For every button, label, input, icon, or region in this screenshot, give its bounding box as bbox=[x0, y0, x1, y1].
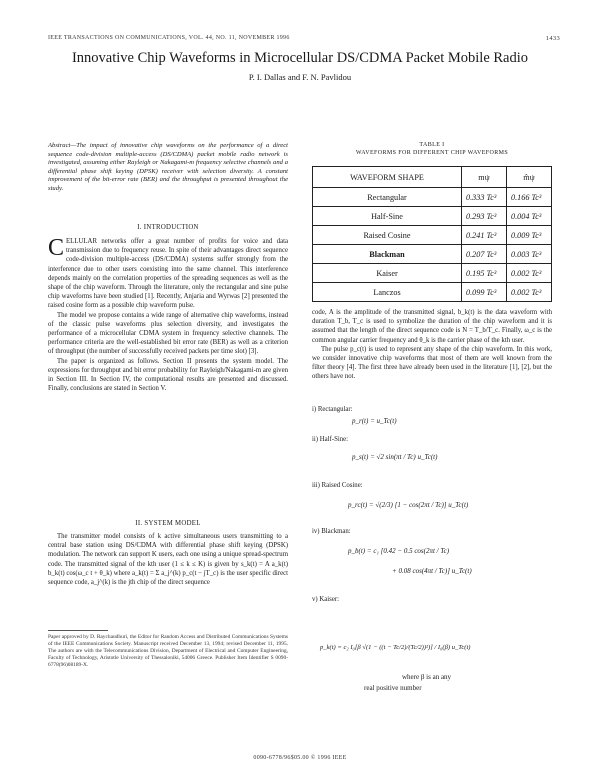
table-caption bbox=[312, 141, 552, 157]
header-m1: mψ bbox=[462, 167, 507, 188]
intro-p1-text: ELLULAR networks offer a great number of profits for voice and data transmission due to frequency reuse. In spite of their advantages direct sequence code-division multiple-access (DS/CDMA) systems suffer strongly from the interference due to other users coexisting into the same channel. This interference depends mainly on the correlation properties of the spreading sequences as well as the shape of the chip waveform. Through the literature, only the rectangular and sine pulse chip waveforms have been studied [1]. Recently, Anjaria and Wyrwas [2] presented the raised cosine form as a possible chip waveform pulse. bbox=[48, 238, 288, 310]
running-header bbox=[48, 35, 560, 41]
table-row bbox=[313, 226, 552, 245]
eq-label-blackman: iv) Blackman: bbox=[312, 528, 351, 535]
paper-authors: P. I. Dallas and F. N. Pavlidou bbox=[248, 72, 352, 82]
eq-label-raised-cosine: iii) Raised Cosine: bbox=[312, 482, 363, 489]
model-heading: II. SYSTEM MODEL bbox=[135, 520, 201, 527]
eq-label-half-sine: ii) Half-Sine: bbox=[312, 436, 349, 443]
intro-paragraph-3: The paper is organized as follows. Section II presents the system model. The expressions for throughput and bit error probability for Rayleigh/Nakagami-m are given in Section III. In Section IV, the computational results are presented and discussed. Finally, conclusions are stated in Section V. bbox=[48, 357, 288, 393]
model-section bbox=[48, 532, 288, 587]
cell-shape: Lanczos bbox=[313, 283, 462, 302]
page-number: 1433 bbox=[545, 35, 560, 42]
cell-m2: 0.003 Tc³ bbox=[507, 245, 552, 264]
cell-m1: 0.241 Tc³ bbox=[462, 226, 507, 245]
cell-m1: 0.333 Tc³ bbox=[462, 188, 507, 207]
right-paragraph-2: The pulse p_c(t) is used to represent any shape of the chip waveform. In this work, we consider innovative chip waveforms that most of them are well known from the filter theory [4]. The first three have already been used in the literature [1], [2], but the others have not. bbox=[312, 345, 552, 381]
table-row bbox=[313, 207, 552, 226]
abstract bbox=[48, 142, 288, 194]
cell-shape: Kaiser bbox=[313, 264, 462, 283]
intro-paragraph-2: The model we propose contains a wide range of alternative chip waveforms, instead of the classic pulse waveforms plus selection diversity, and investigates the performance of a microcellular CDMA system in frequency selective channels. The performance criteria are the well-established bit error rate (BER) as well as a criterion of throughput (the number of successfully received packets per time slot) [3]. bbox=[48, 311, 288, 356]
table-number: TABLE I bbox=[419, 142, 445, 148]
cell-shape: Rectangular bbox=[313, 188, 462, 207]
header-waveform-shape: WAVEFORM SHAPE bbox=[313, 167, 462, 188]
cell-shape: Raised Cosine bbox=[313, 226, 462, 245]
footnote-divider bbox=[48, 630, 108, 631]
abstract-text: The impact of innovative chip waveforms on the performance of a direct sequence code-division multiple-access (DS/CDMA) packet mobile radio network is investigated, assuming either Rayleigh or Nakagami-m frequency selective channels and a differential phase shift keying (DPSK) receiver with selection diversity. A constant improvement of the bit-error rate (BER) and the throughput is presented throughout the study. bbox=[48, 142, 288, 192]
eq-label-rectangular: i) Rectangular: bbox=[312, 406, 353, 413]
paper-title: Innovative Chip Waveforms in Microcellular DS/CDMA Packet Mobile Radio bbox=[71, 50, 529, 66]
cell-m1: 0.099 Tc³ bbox=[462, 283, 507, 302]
right-column-text bbox=[312, 308, 552, 382]
eq-blackman-line2: + 0.08 cos(4πt / Tc)] u_Tc(t) bbox=[392, 567, 472, 575]
model-paragraph-1: The transmitter model consists of k active simultaneous users transmitting to a central base station using DS/CDMA with differential phase shift keying (DPSK) modulation. The network can support K users, each one using a unique spread-spectrum code. The transmitted signal of the kth user (1 ≤ k ≤ K) is given by s_k(t) = A a_k(t) b_k(t) cos(ω_c t + θ_k) where a_k(t) = Σ a_j^(k) p_c(t − jT_c) is the user specific direct sequence code, a_j^(k) is the jth chip of the direct sequence bbox=[48, 533, 288, 587]
eq-kaiser: p_k(t) = c₂ I₀[β √(1 − ((t − Tc/2)/(Tc/2))²)] / I₀(β) u_Tc(t) bbox=[320, 644, 471, 651]
cell-m1: 0.207 Tc³ bbox=[462, 245, 507, 264]
copyright-footer: 0090-6778/96$05.00 © 1996 IEEE bbox=[253, 755, 347, 761]
eq-kaiser-note1: where β is an any bbox=[402, 673, 452, 681]
cell-shape: Blackman bbox=[313, 245, 462, 264]
table-row bbox=[313, 264, 552, 283]
journal-line: IEEE TRANSACTIONS ON COMMUNICATIONS, VOL. 44, NO. 11, NOVEMBER 1996 bbox=[48, 35, 290, 41]
cell-shape: Half-Sine bbox=[313, 207, 462, 226]
table-header-row bbox=[313, 167, 552, 188]
eq-half-sine: p_s(t) = √2 sin(πt / Tc) u_Tc(t) bbox=[352, 453, 438, 461]
intro-paragraph-1 bbox=[48, 237, 288, 311]
intro-section bbox=[48, 237, 288, 393]
eq-blackman-line1: p_b(t) = c₁ [0.42 − 0.5 cos(2πt / Tc) bbox=[348, 547, 450, 555]
cell-m2: 0.002 Tc³ bbox=[507, 283, 552, 302]
eq-label-kaiser: v) Kaiser: bbox=[312, 596, 339, 603]
table-row bbox=[313, 245, 552, 264]
intro-heading: I. INTRODUCTION bbox=[137, 224, 199, 231]
header-m2: m̂ψ bbox=[507, 167, 552, 188]
cell-m1: 0.293 Tc³ bbox=[462, 207, 507, 226]
right-paragraph-1: code, A is the amplitude of the transmitted signal, b_k(t) is the data waveform with duration T_b, T_c is used to symbolize the duration of the chip waveform and it is assumed that the length of the direct sequence code is N = T_b/T_c. Finally, ω_c is the common angular carrier frequency and θ_k is the carrier phase of the kth user. bbox=[312, 309, 552, 344]
waveform-table bbox=[312, 166, 552, 302]
table-title: WAVEFORMS FOR DIFFERENT CHIP WAVEFORMS bbox=[355, 150, 509, 156]
eq-rectangular: p_r(t) = u_Tc(t) bbox=[352, 417, 397, 425]
eq-raised-cosine: p_rc(t) = √(2/3) [1 − cos(2πt / Tc)] u_Tc(t) bbox=[348, 501, 469, 509]
table-row bbox=[313, 283, 552, 302]
footnote: Paper approved by D. Raychaudhuri, the Editor for Random Access and Distributed Communications Systems of the IEEE Communications Society. Manuscript received December 13, 1994; revised December 11, 1995. The authors are with the Telecommunications Division, Department of Electrical and Computer Engineering, Faculty of Technology, Aristotle University of Thessaloniki, 54006 Greece. Publisher Item Identifier S 0090-6778(96)08189-X. bbox=[48, 634, 288, 668]
cell-m2: 0.009 Tc³ bbox=[507, 226, 552, 245]
cell-m2: 0.002 Tc³ bbox=[507, 264, 552, 283]
eq-kaiser-note2: real positive number bbox=[364, 684, 422, 692]
cell-m2: 0.004 Tc³ bbox=[507, 207, 552, 226]
cell-m1: 0.195 Tc³ bbox=[462, 264, 507, 283]
cell-m2: 0.166 Tc³ bbox=[507, 188, 552, 207]
drop-cap: C bbox=[48, 235, 65, 261]
table-row bbox=[313, 188, 552, 207]
abstract-lead: Abstract— bbox=[48, 142, 77, 149]
